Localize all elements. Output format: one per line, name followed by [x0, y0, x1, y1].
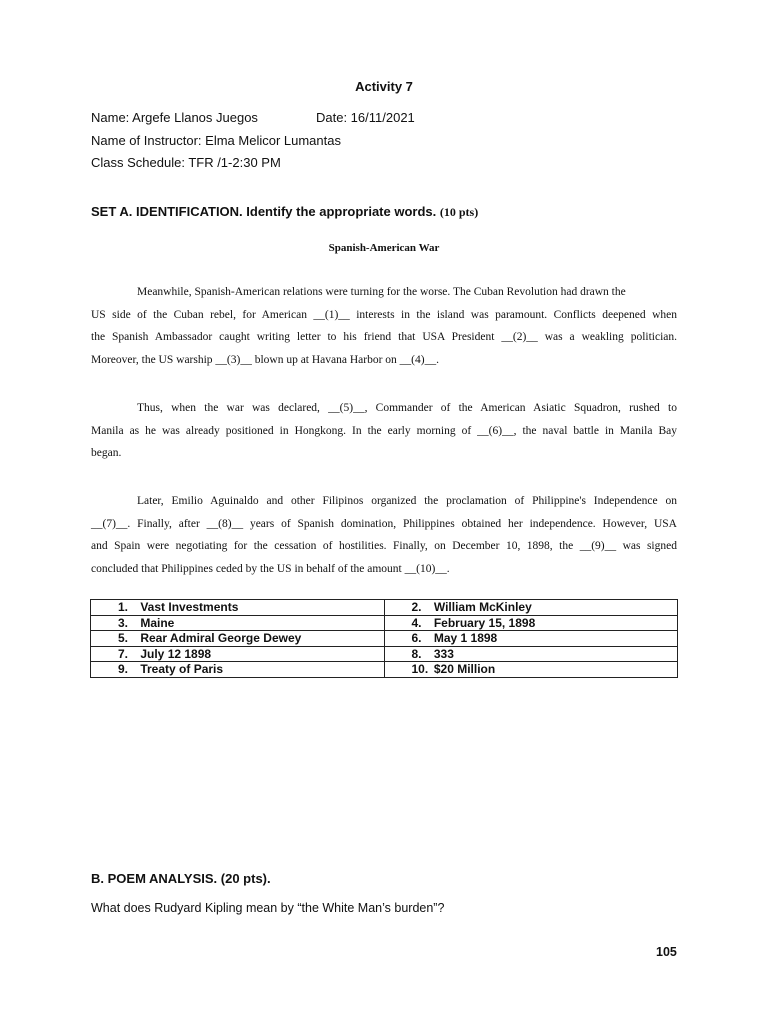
- answer-number: 6.: [411, 631, 422, 646]
- class-schedule-line: Class Schedule: TFR /1-2:30 PM: [91, 155, 281, 170]
- answer-cell: [384, 600, 678, 616]
- answer-text: Vast Investments: [140, 600, 239, 615]
- answer-number: 9.: [118, 662, 129, 677]
- answer-text: July 12 1898: [140, 646, 212, 661]
- paragraph-2-line: began.: [91, 447, 122, 459]
- answer-number: 1.: [118, 600, 129, 615]
- set-a-heading-text: SET A. IDENTIFICATION. Identify the appropriate words.: [91, 204, 437, 219]
- set-a-heading: [91, 204, 478, 220]
- answer-cell: [384, 646, 678, 662]
- table-row: [91, 631, 678, 647]
- answer-number: 3.: [118, 615, 129, 630]
- paragraph-3-line: and Spain were negotiating for the cessation of hostilities. Finally, on December 10, 1898, the __(9)__ was signed: [91, 540, 677, 552]
- passage-title: Spanish-American War: [328, 242, 440, 254]
- paragraph-1-line: the Spanish Ambassador caught writing letter to his friend that USA President __(2)__ was a weakling politician.: [91, 331, 677, 343]
- answer-number: 5.: [118, 631, 129, 646]
- page-number: 105: [656, 945, 677, 959]
- answer-text: $20 Million: [433, 662, 496, 677]
- paragraph-1: [91, 281, 677, 371]
- answer-text: William McKinley: [433, 600, 532, 615]
- answer-text: Maine: [140, 615, 175, 630]
- answer-number: 8.: [411, 646, 422, 661]
- set-b-heading: B. POEM ANALYSIS. (20 pts).: [91, 871, 271, 886]
- table-row: [91, 662, 678, 678]
- paragraph-3-line: Later, Emilio Aguinaldo and other Filipinos organized the proclamation of Philippine's Independence on: [137, 495, 677, 507]
- answer-cell: [384, 662, 678, 678]
- instructor-line: Name of Instructor: Elma Melicor Lumantas: [91, 133, 341, 148]
- answer-number: 2.: [411, 600, 422, 615]
- poem-question: What does Rudyard Kipling mean by “the White Man’s burden”?: [91, 901, 445, 915]
- answer-text: February 15, 1898: [433, 615, 536, 630]
- paragraph-2-line: Manila as he was already positioned in Hongkong. In the early morning of __(6)__, the naval battle in Manila Bay: [91, 424, 677, 437]
- answer-cell: [91, 615, 385, 631]
- answer-table: [90, 599, 678, 678]
- student-name-line: [91, 110, 415, 125]
- answer-cell: [384, 631, 678, 647]
- answer-number: 10.: [411, 662, 429, 677]
- paragraph-2-line: Thus, when the war was declared, __(5)__, Commander of the American Asiatic Squadron, rushed to: [137, 402, 677, 414]
- answer-cell: [384, 615, 678, 631]
- table-row: [91, 646, 678, 662]
- answer-number: 7.: [118, 646, 129, 661]
- activity-title: Activity 7: [355, 79, 413, 94]
- answer-text: Treaty of Paris: [140, 662, 224, 677]
- table-row: [91, 600, 678, 616]
- paragraph-1-line: Moreover, the US warship __(3)__ blown up at Havana Harbor on __(4)__.: [91, 353, 439, 366]
- paragraph-3: [91, 490, 677, 580]
- paragraph-1-line: US side of the Cuban rebel, for American __(1)__ interests in the island was paramount. Conflicts deepened when: [91, 308, 677, 321]
- paragraph-2: [91, 397, 677, 465]
- paragraph-1-line: Meanwhile, Spanish-American relations were turning for the worse. The Cuban Revolution had drawn the: [137, 286, 626, 298]
- answer-text: 333: [433, 646, 454, 661]
- paragraph-3-line: __(7)__. Finally, after __(8)__ years of Spanish domination, Philippines obtained her independence. However, USA: [91, 517, 677, 530]
- answer-number: 4.: [411, 615, 422, 630]
- set-a-points: (10 pts): [439, 205, 479, 219]
- paragraph-3-line: concluded that Philippines ceded by the US in behalf of the amount __(10)__.: [91, 562, 450, 575]
- answer-text: Rear Admiral George Dewey: [140, 631, 302, 646]
- student-name: Name: Argefe Llanos Juegos: [91, 110, 258, 125]
- answer-cell: [91, 662, 385, 678]
- table-row: [91, 615, 678, 631]
- answer-cell: [91, 631, 385, 647]
- answer-cell: [91, 646, 385, 662]
- answer-text: May 1 1898: [433, 631, 498, 646]
- answer-cell: [91, 600, 385, 616]
- submission-date: Date: 16/11/2021: [316, 110, 415, 125]
